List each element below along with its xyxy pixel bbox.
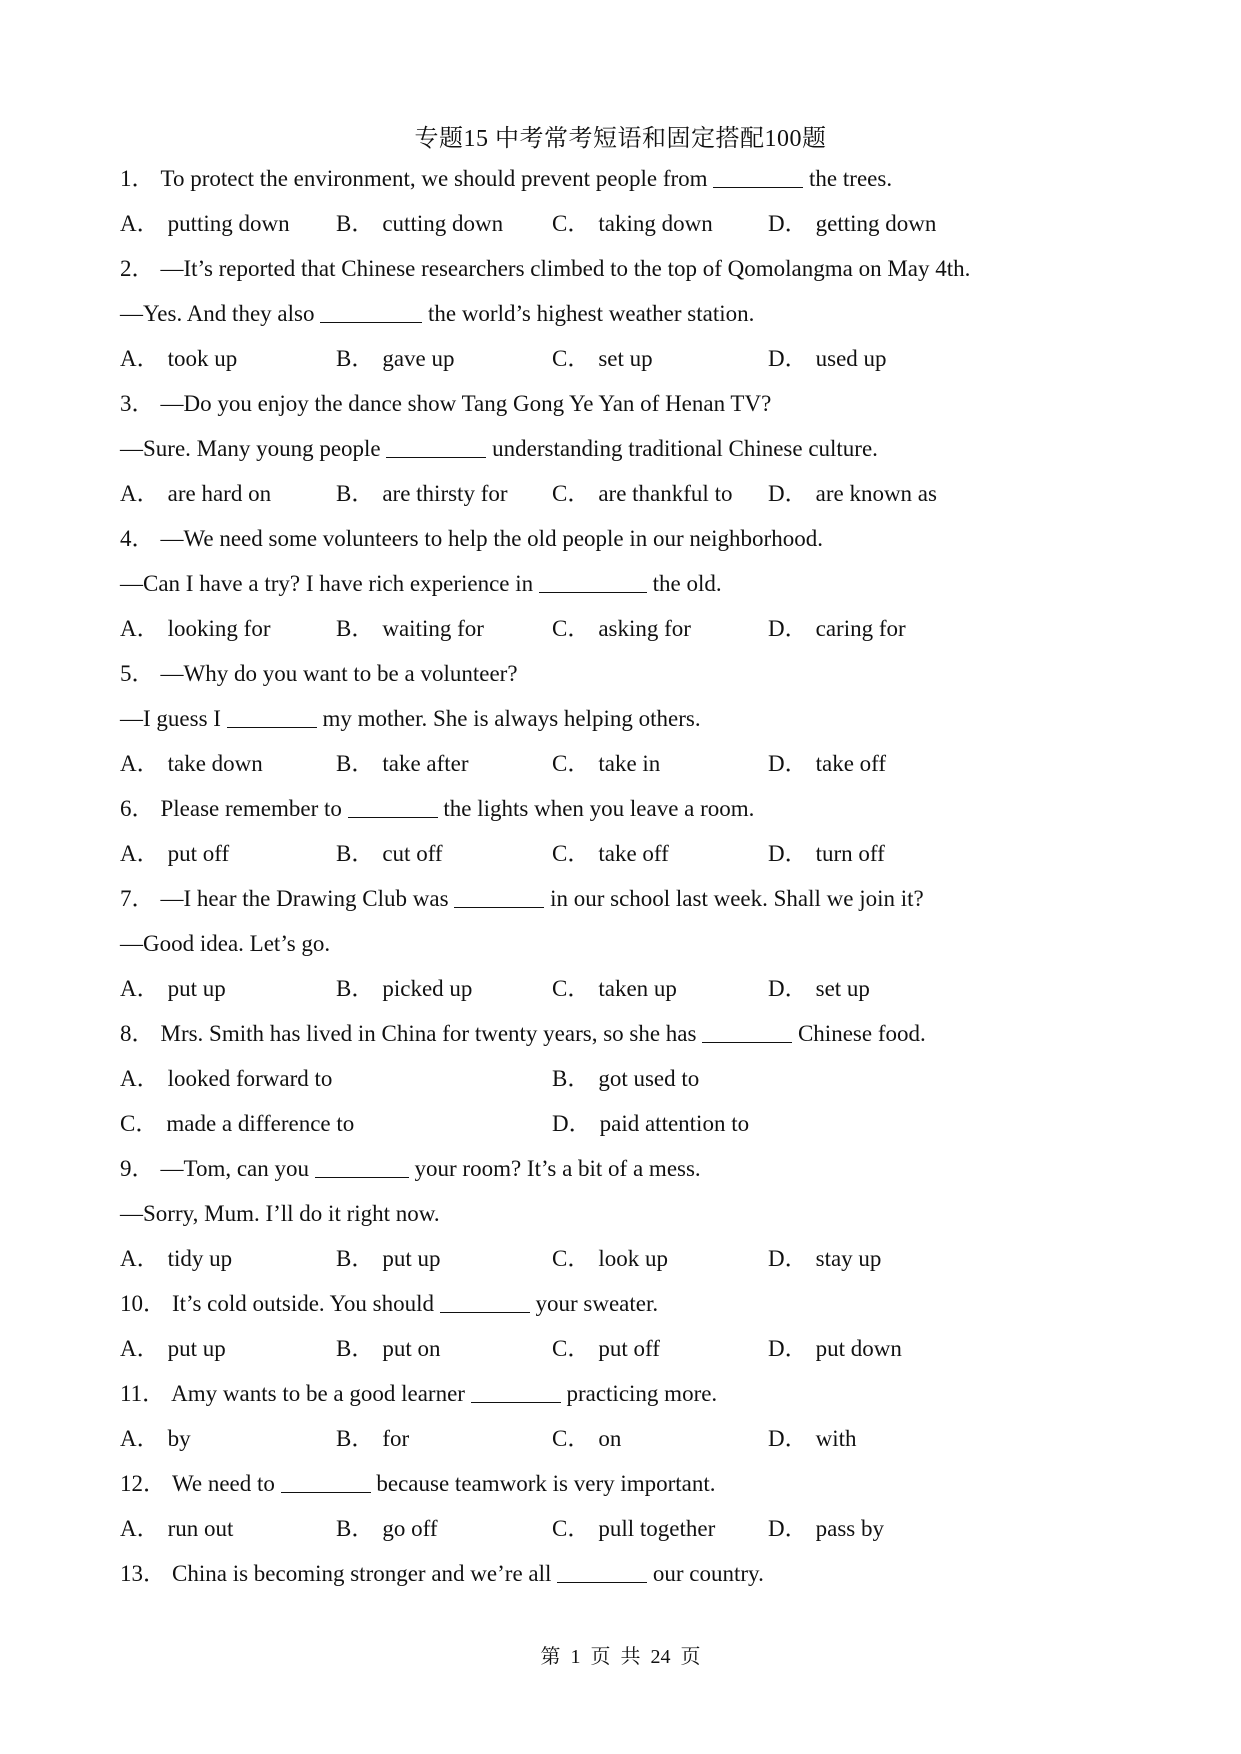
option-text: picked up xyxy=(382,976,473,1001)
answer-option xyxy=(120,972,226,1006)
footer-suffix: 页 xyxy=(680,1646,701,1668)
option-text: put down xyxy=(815,1336,902,1361)
answer-option xyxy=(336,1512,438,1546)
option-text: run out xyxy=(167,1516,234,1541)
question-line xyxy=(120,927,1130,972)
question-line xyxy=(120,1287,1130,1332)
answer-option xyxy=(120,1332,226,1366)
question-text: because teamwork is very important. xyxy=(376,1471,716,1496)
page-footer xyxy=(0,1640,1241,1669)
option-row xyxy=(120,1107,1130,1152)
option-letter: D． xyxy=(768,616,808,641)
answer-option xyxy=(336,747,469,781)
question-line xyxy=(120,387,1130,432)
question-text: —Sorry, Mum. I’ll do it right now. xyxy=(120,1201,440,1226)
question-line xyxy=(120,432,1130,477)
option-letter: D． xyxy=(768,211,808,236)
option-letter: B． xyxy=(336,841,375,866)
option-text: getting down xyxy=(815,211,937,236)
option-text: taking down xyxy=(598,211,713,236)
answer-blank xyxy=(471,1380,561,1403)
option-letter: A． xyxy=(120,211,160,236)
option-letter: C． xyxy=(552,1516,591,1541)
option-letter: B． xyxy=(336,1336,375,1361)
answer-option xyxy=(120,477,271,511)
option-row xyxy=(120,207,1130,252)
question-line xyxy=(120,162,1130,207)
option-letter: C． xyxy=(552,211,591,236)
question-number: 2． xyxy=(120,256,155,281)
answer-option xyxy=(552,837,669,871)
option-letter: A． xyxy=(120,1066,160,1091)
answer-option xyxy=(336,972,472,1006)
question-text: —Can I have a try? I have rich experience in xyxy=(120,571,539,596)
option-row xyxy=(120,1062,1130,1107)
question-text: —Do you enjoy the dance show Tang Gong Ye Yan of Henan TV? xyxy=(160,391,772,416)
question-line xyxy=(120,1377,1130,1422)
answer-option xyxy=(120,1422,191,1456)
option-text: set up xyxy=(815,976,870,1001)
option-letter: A． xyxy=(120,616,160,641)
answer-option xyxy=(768,342,887,376)
option-letter: C． xyxy=(552,1246,591,1271)
question-line xyxy=(120,567,1130,612)
option-letter: B． xyxy=(336,1516,375,1541)
answer-option xyxy=(552,477,732,511)
footer-prefix: 第 xyxy=(540,1646,561,1668)
option-text: set up xyxy=(598,346,653,371)
question-number: 9． xyxy=(120,1156,155,1181)
answer-option xyxy=(768,1512,884,1546)
answer-option xyxy=(552,342,653,376)
answer-option xyxy=(336,207,503,241)
question-number: 8． xyxy=(120,1021,155,1046)
answer-option xyxy=(552,1332,660,1366)
option-text: are thankful to xyxy=(598,481,733,506)
question-text: in our school last week. Shall we join it? xyxy=(550,886,924,911)
answer-option xyxy=(552,207,713,241)
option-text: caring for xyxy=(815,616,906,641)
answer-blank xyxy=(227,705,317,728)
option-letter: C． xyxy=(552,841,591,866)
option-text: asking for xyxy=(598,616,691,641)
question-text: —Sure. Many young people xyxy=(120,436,387,461)
option-letter: D． xyxy=(768,481,808,506)
footer-page-label: 页 xyxy=(590,1646,611,1668)
question-text: practicing more. xyxy=(566,1381,718,1406)
question-line xyxy=(120,882,1130,927)
option-text: on xyxy=(598,1426,622,1451)
option-text: are known as xyxy=(815,481,937,506)
option-text: take down xyxy=(167,751,263,776)
answer-option xyxy=(120,1107,354,1141)
answer-option xyxy=(120,837,229,871)
answer-option xyxy=(552,1107,749,1141)
option-row xyxy=(120,1422,1130,1467)
question-text: —It’s reported that Chinese researchers climbed to the top of Qomolangma on May 4th. xyxy=(160,256,971,281)
question-line xyxy=(120,657,1130,702)
answer-blank xyxy=(320,300,422,323)
option-letter: A． xyxy=(120,976,160,1001)
option-text: look up xyxy=(598,1246,668,1271)
option-row xyxy=(120,837,1130,882)
answer-option xyxy=(336,612,484,646)
option-letter: D． xyxy=(768,1516,808,1541)
answer-option xyxy=(336,1422,409,1456)
answer-option xyxy=(120,612,270,646)
question-line xyxy=(120,1197,1130,1242)
option-letter: B． xyxy=(336,751,375,776)
option-text: take off xyxy=(815,751,887,776)
answer-option xyxy=(768,837,885,871)
option-text: by xyxy=(167,1426,191,1451)
answer-option xyxy=(120,747,263,781)
answer-option xyxy=(552,612,691,646)
option-letter: B． xyxy=(336,1426,375,1451)
option-letter: D． xyxy=(768,1336,808,1361)
answer-option xyxy=(552,972,677,1006)
question-text: the trees. xyxy=(809,166,893,191)
question-number: 6． xyxy=(120,796,155,821)
question-text: —We need some volunteers to help the old people in our neighborhood. xyxy=(160,526,823,551)
footer-total-label: 共 xyxy=(620,1646,641,1668)
question-number: 13． xyxy=(120,1561,166,1586)
question-line xyxy=(120,1467,1130,1512)
option-letter: C． xyxy=(552,616,591,641)
question-text: Chinese food. xyxy=(797,1021,926,1046)
answer-blank xyxy=(454,885,544,908)
option-letter: D． xyxy=(552,1111,592,1136)
answer-blank xyxy=(348,795,438,818)
option-letter: D． xyxy=(768,976,808,1001)
option-text: go off xyxy=(382,1516,438,1541)
answer-option xyxy=(552,1242,668,1276)
option-text: put up xyxy=(167,1336,226,1361)
option-letter: C． xyxy=(120,1111,159,1136)
option-letter: B． xyxy=(336,1246,375,1271)
option-text: put up xyxy=(167,976,226,1001)
question-number: 11． xyxy=(120,1381,166,1406)
answer-blank xyxy=(281,1470,371,1493)
answer-blank xyxy=(539,570,647,593)
question-text: —Yes. And they also xyxy=(120,301,321,326)
answer-option xyxy=(336,837,443,871)
option-row xyxy=(120,342,1130,387)
question-text: We need to xyxy=(172,1471,281,1496)
option-text: put on xyxy=(382,1336,441,1361)
question-text: China is becoming stronger and we’re all xyxy=(172,1561,558,1586)
answer-blank xyxy=(713,165,803,188)
answer-blank xyxy=(386,435,486,458)
answer-option xyxy=(768,1332,902,1366)
option-row xyxy=(120,747,1130,792)
option-text: made a difference to xyxy=(166,1111,355,1136)
answer-blank xyxy=(440,1290,530,1313)
option-text: taken up xyxy=(598,976,677,1001)
question-line xyxy=(120,1152,1130,1197)
option-letter: C． xyxy=(552,751,591,776)
answer-option xyxy=(552,1512,715,1546)
option-letter: D． xyxy=(768,1426,808,1451)
option-text: for xyxy=(382,1426,410,1451)
option-row xyxy=(120,972,1130,1017)
option-text: stay up xyxy=(815,1246,882,1271)
question-number: 12． xyxy=(120,1471,166,1496)
option-text: are thirsty for xyxy=(382,481,508,506)
option-letter: B． xyxy=(336,616,375,641)
option-text: cut off xyxy=(382,841,443,866)
question-text: your sweater. xyxy=(535,1291,659,1316)
answer-option xyxy=(768,207,936,241)
question-line xyxy=(120,1557,1130,1602)
option-text: gave up xyxy=(382,346,455,371)
option-letter: D． xyxy=(768,841,808,866)
answer-option xyxy=(768,612,906,646)
question-number: 3． xyxy=(120,391,155,416)
answer-option xyxy=(552,1062,699,1096)
option-text: with xyxy=(815,1426,857,1451)
question-text: —Good idea. Let’s go. xyxy=(120,931,331,956)
answer-option xyxy=(120,1062,332,1096)
question-text: the world’s highest weather station. xyxy=(427,301,755,326)
answer-option xyxy=(768,972,870,1006)
page-title: 专题15 中考常考短语和固定搭配100题 xyxy=(414,126,827,152)
question-number: 7． xyxy=(120,886,155,911)
answer-option xyxy=(336,477,508,511)
answer-blank xyxy=(315,1155,409,1178)
option-letter: A． xyxy=(120,841,160,866)
question-text: our country. xyxy=(652,1561,764,1586)
option-letter: D． xyxy=(768,346,808,371)
option-letter: B． xyxy=(336,211,375,236)
option-letter: A． xyxy=(120,1426,160,1451)
question-text: —Why do you want to be a volunteer? xyxy=(160,661,518,686)
option-text: put up xyxy=(382,1246,441,1271)
option-letter: A． xyxy=(120,346,160,371)
option-text: looking for xyxy=(167,616,271,641)
answer-option xyxy=(768,477,937,511)
option-letter: C． xyxy=(552,976,591,1001)
option-letter: D． xyxy=(768,751,808,776)
option-text: put off xyxy=(167,841,230,866)
option-text: pull together xyxy=(598,1516,716,1541)
option-letter: B． xyxy=(336,481,375,506)
option-letter: B． xyxy=(552,1066,591,1091)
option-letter: D． xyxy=(768,1246,808,1271)
question-text: the old. xyxy=(652,571,722,596)
question-line xyxy=(120,297,1130,342)
option-text: looked forward to xyxy=(167,1066,333,1091)
option-letter: A． xyxy=(120,751,160,776)
answer-option xyxy=(336,1242,440,1276)
question-number: 1． xyxy=(120,166,155,191)
option-letter: C． xyxy=(552,1426,591,1451)
answer-option xyxy=(120,207,290,241)
question-text: Amy wants to be a good learner xyxy=(171,1381,471,1406)
option-text: tidy up xyxy=(167,1246,233,1271)
option-letter: A． xyxy=(120,1246,160,1271)
option-text: cutting down xyxy=(382,211,504,236)
answer-option xyxy=(768,747,886,781)
question-text: —I hear the Drawing Club was xyxy=(160,886,455,911)
question-text: It’s cold outside. You should xyxy=(172,1291,440,1316)
option-text: waiting for xyxy=(382,616,484,641)
answer-option xyxy=(120,1242,232,1276)
answer-option xyxy=(552,747,660,781)
answer-option xyxy=(768,1242,881,1276)
answer-blank xyxy=(702,1020,792,1043)
option-text: paid attention to xyxy=(599,1111,750,1136)
question-line xyxy=(120,252,1130,297)
option-text: turn off xyxy=(815,841,885,866)
question-number: 4． xyxy=(120,526,155,551)
option-text: put off xyxy=(598,1336,660,1361)
footer-total-pages: 24 xyxy=(650,1646,671,1668)
question-text: —Tom, can you xyxy=(160,1156,315,1181)
option-text: took up xyxy=(167,346,238,371)
answer-option xyxy=(120,1512,233,1546)
question-text: To protect the environment, we should prevent people from xyxy=(160,166,714,191)
answer-option xyxy=(336,342,455,376)
option-text: take off xyxy=(598,841,669,866)
answer-option xyxy=(768,1422,857,1456)
answer-option xyxy=(336,1332,440,1366)
option-letter: C． xyxy=(552,481,591,506)
answer-option xyxy=(120,342,237,376)
question-number: 5． xyxy=(120,661,155,686)
question-text: my mother. She is always helping others. xyxy=(322,706,701,731)
footer-page-number: 1 xyxy=(570,1646,581,1668)
question-line xyxy=(120,792,1130,837)
option-row xyxy=(120,612,1130,657)
question-line xyxy=(120,522,1130,567)
question-text: the lights when you leave a room. xyxy=(443,796,755,821)
question-line xyxy=(120,702,1130,747)
option-letter: C． xyxy=(552,346,591,371)
option-row xyxy=(120,1512,1130,1557)
question-text: Please remember to xyxy=(160,796,348,821)
question-text: your room? It’s a bit of a mess. xyxy=(414,1156,701,1181)
option-letter: A． xyxy=(120,1336,160,1361)
question-list xyxy=(120,162,1130,1602)
option-letter: A． xyxy=(120,1516,160,1541)
option-text: are hard on xyxy=(167,481,272,506)
option-letter: C． xyxy=(552,1336,591,1361)
option-letter: A． xyxy=(120,481,160,506)
option-row xyxy=(120,1242,1130,1287)
option-text: putting down xyxy=(167,211,290,236)
option-text: take after xyxy=(382,751,469,776)
option-row xyxy=(120,1332,1130,1377)
question-text: —I guess I xyxy=(120,706,227,731)
question-text: understanding traditional Chinese culture. xyxy=(492,436,878,461)
option-text: pass by xyxy=(815,1516,884,1541)
answer-option xyxy=(552,1422,621,1456)
option-text: take in xyxy=(598,751,661,776)
option-letter: B． xyxy=(336,976,375,1001)
question-number: 10． xyxy=(120,1291,166,1316)
question-text: Mrs. Smith has lived in China for twenty years, so she has xyxy=(160,1021,703,1046)
option-letter: B． xyxy=(336,346,375,371)
question-line xyxy=(120,1017,1130,1062)
answer-blank xyxy=(557,1560,647,1583)
option-text: used up xyxy=(815,346,887,371)
option-text: got used to xyxy=(598,1066,700,1091)
option-row xyxy=(120,477,1130,522)
